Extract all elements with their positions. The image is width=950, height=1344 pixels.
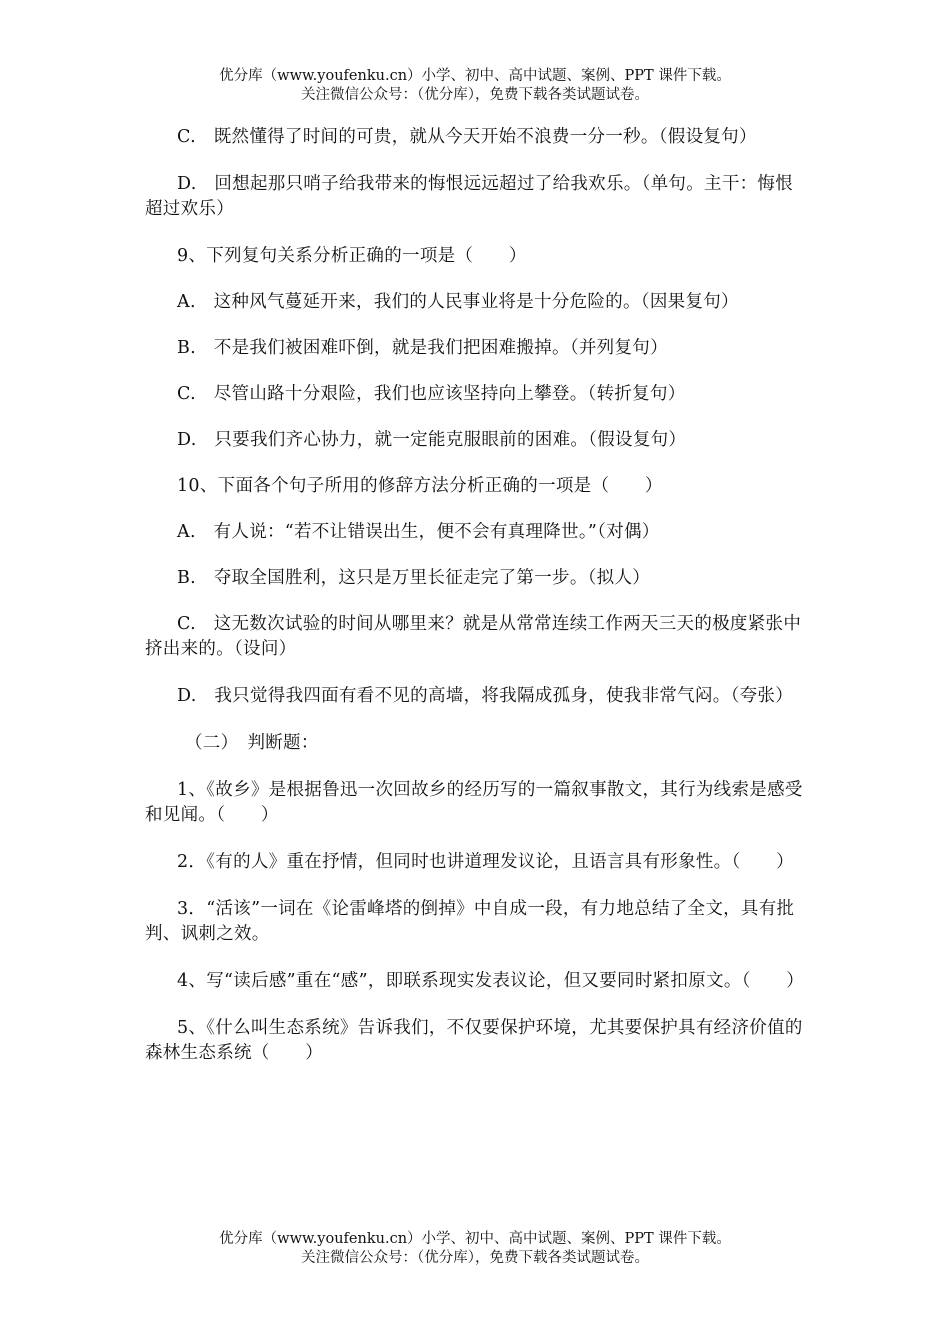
question-9-option-b: B. 不是我们被困难吓倒，就是我们把困难搬掉。（并列复句） xyxy=(177,338,668,358)
judgment-item-1: 1、《故乡》是根据鲁迅一次回故乡的经历写的一篇叙事散文，其行为线索是感受和见闻。（ ） xyxy=(145,780,803,825)
question-9-option-a: A. 这种风气蔓延开来，我们的人民事业将是十分危险的。（因果复句） xyxy=(177,292,739,312)
footer-line-2: 关注微信公众号：（优分库），免费下载各类试题试卷。 xyxy=(301,1250,649,1266)
question-10-stem: 10、下面各个句子所用的修辞方法分析正确的一项是（ ） xyxy=(177,476,663,496)
question-9-option-d: D. 只要我们齐心协力，就一定能克服眼前的困难。（假设复句） xyxy=(177,430,687,450)
question-10-option-c: C. 这无数次试验的时间从哪里来？就是从常常连续工作两天三天的极度紧张中挤出来的。（设问） xyxy=(145,614,802,659)
document-body xyxy=(145,125,810,1088)
question-9-option-c: C. 尽管山路十分艰险，我们也应该坚持向上攀登。（转折复句） xyxy=(177,384,686,404)
question-10-option-a: A. 有人说：“若不让错误出生，便不会有真理降世。”（对偶） xyxy=(177,522,660,542)
footer-line-1: 优分库（www.youfenku.cn）小学、初中、高中试题、案例、PPT 课件下载。 xyxy=(219,1231,731,1247)
judgment-item-5: 5、《什么叫生态系统》告诉我们，不仅要保护环境，尤其要保护具有经济价值的森林生态系统（ ） xyxy=(145,1018,803,1063)
section-heading-judgment: （二） 判断题： xyxy=(185,733,319,753)
judgment-item-2: 2．《有的人》重在抒情，但同时也讲道理发议论，且语言具有形象性。（ ） xyxy=(177,852,794,872)
question-8-option-d: D. 回想起那只哨子给我带来的悔恨远远超过了给我欢乐。（单句。主干：悔恨超过欢乐） xyxy=(145,174,794,219)
page-footer xyxy=(0,1230,950,1268)
judgment-item-4: 4、写“读后感”重在“感”，即联系现实发表议论，但又要同时紧扣原文。（ ） xyxy=(177,971,805,991)
question-10-option-d: D. 我只觉得我四面有看不见的高墙，将我隔成孤身，使我非常气闷。（夸张） xyxy=(177,686,794,706)
question-10-option-b: B. 夺取全国胜利，这只是万里长征走完了第一步。（拟人） xyxy=(177,568,651,588)
page-header xyxy=(0,67,950,105)
header-line-1: 优分库（www.youfenku.cn）小学、初中、高中试题、案例、PPT 课件下载。 xyxy=(219,68,731,84)
question-9-stem: 9、下列复句关系分析正确的一项是（ ） xyxy=(177,246,527,266)
judgment-item-3: 3．“活该”一词在《论雷峰塔的倒掉》中自成一段，有力地总结了全文，具有批判、讽刺之效。 xyxy=(145,899,795,944)
question-8-option-c: C. 既然懂得了时间的可贵，就从今天开始不浪费一分一秒。（假设复句） xyxy=(177,127,757,147)
header-line-2: 关注微信公众号：（优分库），免费下载各类试题试卷。 xyxy=(301,87,649,103)
